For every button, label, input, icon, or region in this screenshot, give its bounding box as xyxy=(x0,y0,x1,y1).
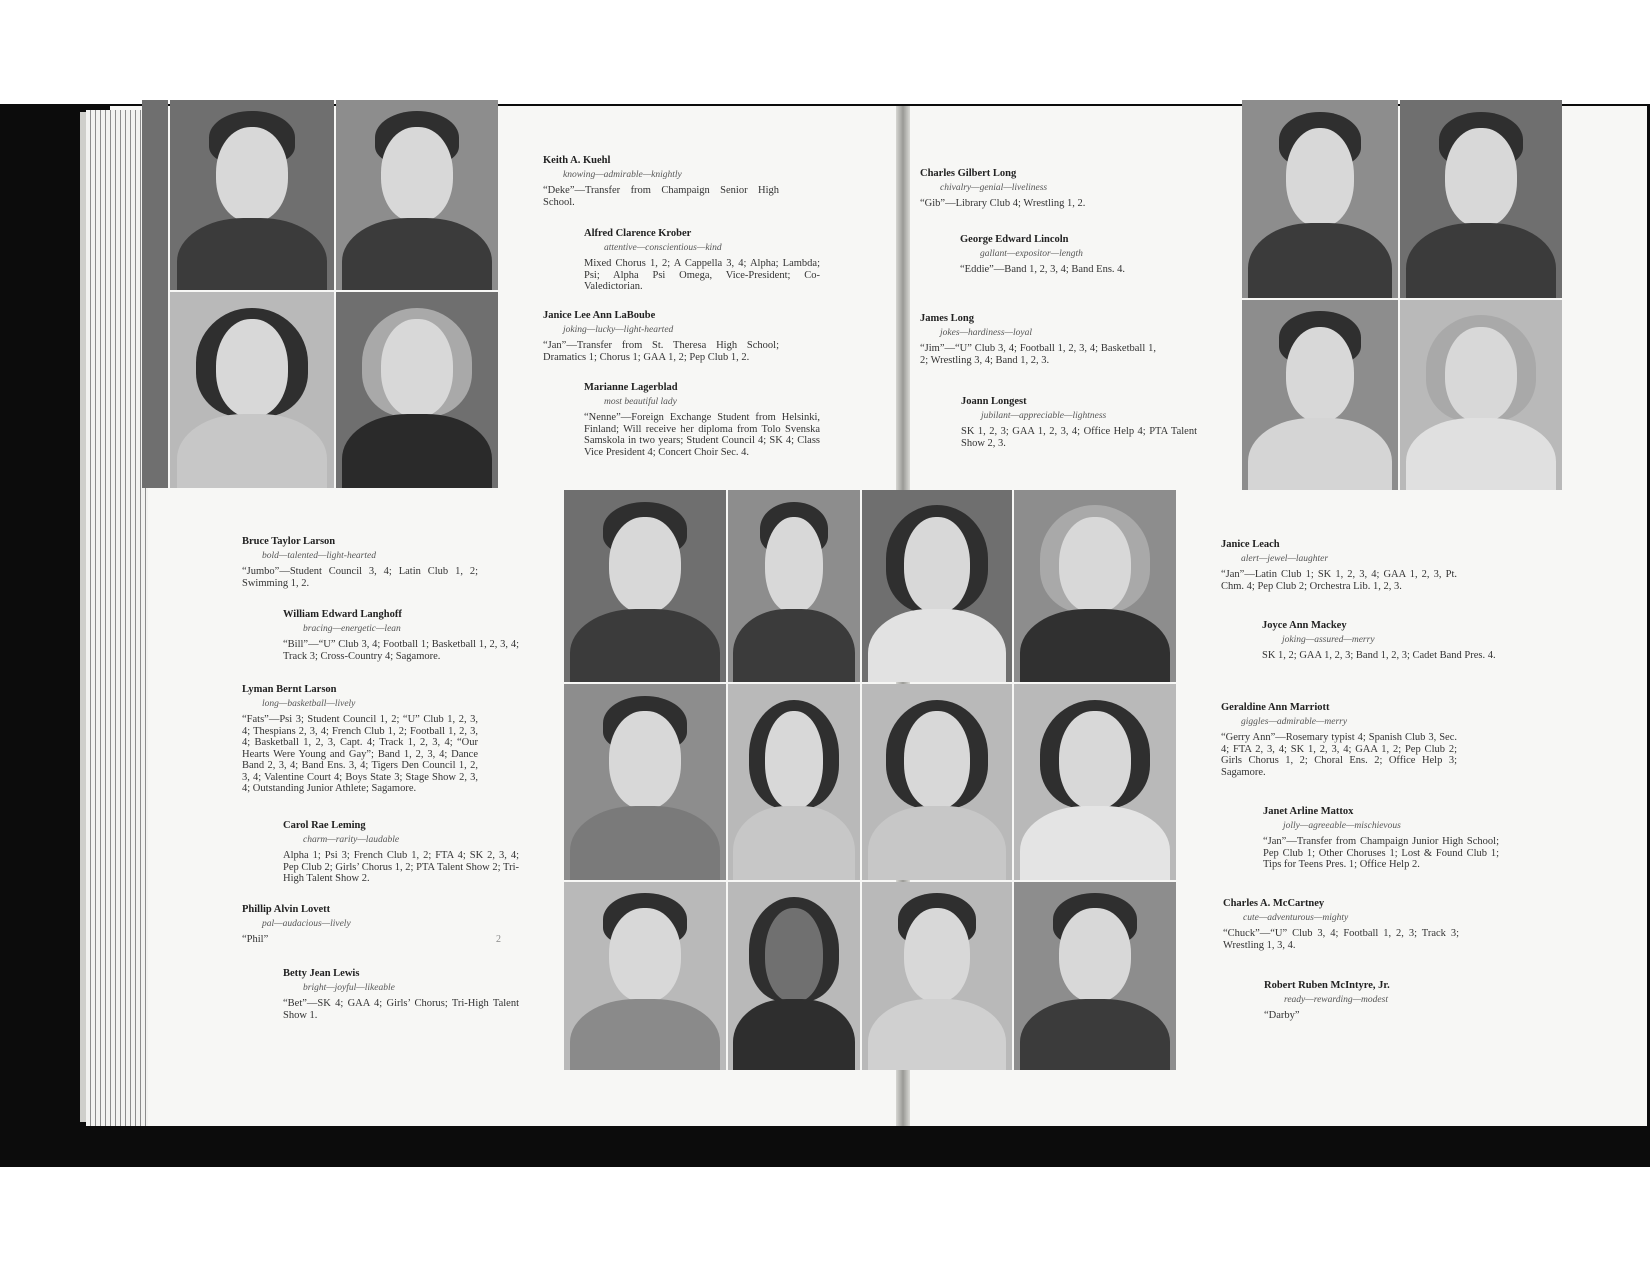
student-activities: “Nenne”—Foreign Exchange Student from Helsinki, Finland; Will receive her diploma from Tolo Svenska Samskola in two years; Student Council 4; SK 4; Class Vice President 4; Concert Choir Sec. 4. xyxy=(584,412,820,458)
student-name: Phillip Alvin Lovett xyxy=(242,904,331,915)
student-activities: “Fats”—Psi 3; Student Council 1, 2; “U” Club 1, 2, 3, 4; Thespians 2, 3, 4; French Club 1, 2; Football 1, 2, 3, 4; Basketball 1, 2, 3, Capt. 4; Track 1, 2, 3, 4; “Our Hearts Were Young and Gay”; Band 1, 2, 3, 4; Dance Band 2, 3, 4; Band Ens. 3, 4; Tigers Den Council 1, 2, 3, 4; Valentine Court 4; Boys State 3; Stage Show 2, 3, 4; Outstanding Junior Athlete; Sagamore. xyxy=(242,714,478,794)
portrait-photo-edge xyxy=(142,100,168,488)
student-motto: most beautiful lady xyxy=(604,396,677,407)
student-motto: joking—assured—merry xyxy=(1282,634,1375,645)
student-motto: bracing—energetic—lean xyxy=(303,623,401,634)
student-motto: cute—adventurous—mighty xyxy=(1243,912,1349,923)
portrait-photo xyxy=(170,100,334,290)
student-entry xyxy=(543,155,779,208)
portrait-photo xyxy=(336,100,498,290)
student-name: Charles Gilbert Long xyxy=(920,168,1017,179)
student-entry xyxy=(920,313,1156,366)
student-activities: “Bet”—SK 4; GAA 4; Girls’ Chorus; Tri-High Talent Show 1. xyxy=(283,998,519,1021)
student-activities: “Jumbo”—Student Council 3, 4; Latin Club 1, 2; Swimming 1, 2. xyxy=(242,566,478,589)
student-entry xyxy=(584,382,820,458)
student-entry xyxy=(283,968,519,1021)
student-activities: “Jim”—“U” Club 3, 4; Football 1, 2, 3, 4; Basketball 1, 2; Wrestling 3, 4; Band 1, 2, 3. xyxy=(920,343,1156,366)
portrait-photo xyxy=(564,882,726,1070)
student-name: Marianne Lagerblad xyxy=(584,382,678,393)
student-activities: “Jan”—Transfer from St. Theresa High School; Dramatics 1; Chorus 1; GAA 1, 2; Pep Club 1, 2. xyxy=(543,340,779,363)
student-motto: alert—jewel—laughter xyxy=(1241,553,1329,564)
portrait-photo xyxy=(1242,100,1398,298)
student-name: Keith A. Kuehl xyxy=(543,155,611,166)
portrait-photo xyxy=(1242,300,1398,490)
student-entry xyxy=(1263,806,1499,871)
student-motto: giggles—admirable—merry xyxy=(1241,716,1348,727)
student-motto: jubilant—appreciable—lightness xyxy=(981,410,1107,421)
student-motto: charm—rarity—laudable xyxy=(303,834,400,845)
student-name: George Edward Lincoln xyxy=(960,234,1069,245)
portrait-photo xyxy=(728,882,860,1070)
student-activities: “Darby” xyxy=(1264,1010,1300,1021)
page-stack-edges xyxy=(86,110,148,1126)
student-entry xyxy=(1223,898,1459,951)
student-activities: “Chuck”—“U” Club 3, 4; Football 1, 2, 3; Track 3; Wrestling 1, 3, 4. xyxy=(1223,928,1459,951)
portrait-photo xyxy=(862,882,1012,1070)
portrait-photo xyxy=(728,684,860,880)
student-name: Janet Arline Mattox xyxy=(1263,806,1354,817)
student-entry xyxy=(543,310,779,363)
portrait-photo xyxy=(728,490,860,682)
student-entry xyxy=(283,609,519,662)
portrait-photo xyxy=(1014,684,1176,880)
student-name: Joann Longest xyxy=(961,396,1027,407)
student-name: Robert Ruben McIntyre, Jr. xyxy=(1264,980,1390,991)
student-motto: long—basketball—lively xyxy=(262,698,356,709)
portrait-photo xyxy=(1014,490,1176,682)
student-activities: SK 1, 2; GAA 1, 2, 3; Band 1, 2, 3; Cadet Band Pres. 4. xyxy=(1262,650,1496,661)
student-activities: “Gerry Ann”—Rosemary typist 4; Spanish Club 3, Sec. 4; FTA 2, 3, 4; SK 1, 2, 3, 4; GAA 1, 2; Pep Club 2; Girls Chorus 1, 2; Choral Ens. 2; Office Help 3; Sagamore. xyxy=(1221,732,1457,778)
portrait-photo xyxy=(1400,100,1562,298)
student-activities: “Bill”—“U” Club 3, 4; Football 1; Basketball 1, 2, 3, 4; Track 3; Cross-Country 4; Sagamore. xyxy=(283,639,519,662)
student-entry xyxy=(1221,702,1457,778)
student-name: William Edward Langhoff xyxy=(283,609,402,620)
student-motto: bright—joyful—likeable xyxy=(303,982,395,993)
student-entry xyxy=(1221,539,1457,592)
student-name: James Long xyxy=(920,313,974,324)
student-motto: chivalry—genial—liveliness xyxy=(940,182,1048,193)
student-activities: SK 1, 2, 3; GAA 1, 2, 3, 4; Office Help 4; PTA Talent Show 2, 3. xyxy=(961,426,1197,449)
portrait-photo xyxy=(1400,300,1562,490)
student-motto: jokes—hardiness—loyal xyxy=(940,327,1033,338)
portrait-photo xyxy=(862,490,1012,682)
student-entry xyxy=(961,396,1197,449)
student-name: Carol Rae Leming xyxy=(283,820,366,831)
student-name: Geraldine Ann Marriott xyxy=(1221,702,1330,713)
student-name: Janice Lee Ann LaBoube xyxy=(543,310,656,321)
student-motto: ready—rewarding—modest xyxy=(1284,994,1388,1005)
student-entry xyxy=(283,820,519,885)
student-motto: attentive—conscientious—kind xyxy=(604,242,722,253)
student-name: Lyman Bernt Larson xyxy=(242,684,337,695)
student-activities: “Gib”—Library Club 4; Wrestling 1, 2. xyxy=(920,198,1086,209)
student-entry xyxy=(242,904,478,946)
student-name: Alfred Clarence Krober xyxy=(584,228,692,239)
portrait-photo xyxy=(564,490,726,682)
student-name: Bruce Taylor Larson xyxy=(242,536,336,547)
student-entry xyxy=(584,228,820,293)
student-motto: knowing—admirable—knightly xyxy=(563,169,682,180)
student-motto: gallant—expositor—length xyxy=(980,248,1083,259)
student-motto: joking—lucky—light-hearted xyxy=(563,324,674,335)
student-name: Betty Jean Lewis xyxy=(283,968,360,979)
stray-mark: 2 xyxy=(496,934,501,945)
student-activities: “Phil” xyxy=(242,934,269,945)
student-motto: pal—audacious—lively xyxy=(262,918,351,929)
student-name: Janice Leach xyxy=(1221,539,1280,550)
student-entry xyxy=(242,684,478,795)
student-activities: Mixed Chorus 1, 2; A Cappella 3, 4; Alpha; Lambda; Psi; Alpha Psi Omega, Vice-President; Co-Valedictorian. xyxy=(584,258,820,292)
student-entry xyxy=(1264,980,1500,1022)
portrait-photo xyxy=(1014,882,1176,1070)
student-entry xyxy=(242,536,478,589)
portrait-photo xyxy=(336,292,498,488)
portrait-photo xyxy=(862,684,1012,880)
student-activities: “Jan”—Transfer from Champaign Junior High School; Pep Club 1; Other Choruses 1; Lost & Found Club 1; Tips for Teens Pres. 1; Office Help 2. xyxy=(1263,836,1499,870)
portrait-photo xyxy=(170,292,334,488)
student-entry xyxy=(1262,620,1498,662)
student-motto: bold—talented—light-hearted xyxy=(262,550,376,561)
student-motto: jolly—agreeable—mischievous xyxy=(1283,820,1401,831)
student-activities: “Jan”—Latin Club 1; SK 1, 2, 3, 4; GAA 1, 2, 3, Pt. Chm. 4; Pep Club 2; Orchestra Lib. 1, 2, 3. xyxy=(1221,569,1457,592)
portrait-photo xyxy=(564,684,726,880)
student-name: Joyce Ann Mackey xyxy=(1262,620,1347,631)
student-name: Charles A. McCartney xyxy=(1223,898,1325,909)
student-activities: “Eddie”—Band 1, 2, 3, 4; Band Ens. 4. xyxy=(960,264,1126,275)
student-activities: Alpha 1; Psi 3; French Club 1, 2; FTA 4; SK 2, 3, 4; Pep Club 2; Girls’ Chorus 1, 2; PTA Talent Show 2; Tri-High Talent Show 2. xyxy=(283,850,519,884)
student-entry xyxy=(960,234,1196,276)
student-entry xyxy=(920,168,1156,210)
student-activities: “Deke”—Transfer from Champaign Senior High School. xyxy=(543,185,779,208)
